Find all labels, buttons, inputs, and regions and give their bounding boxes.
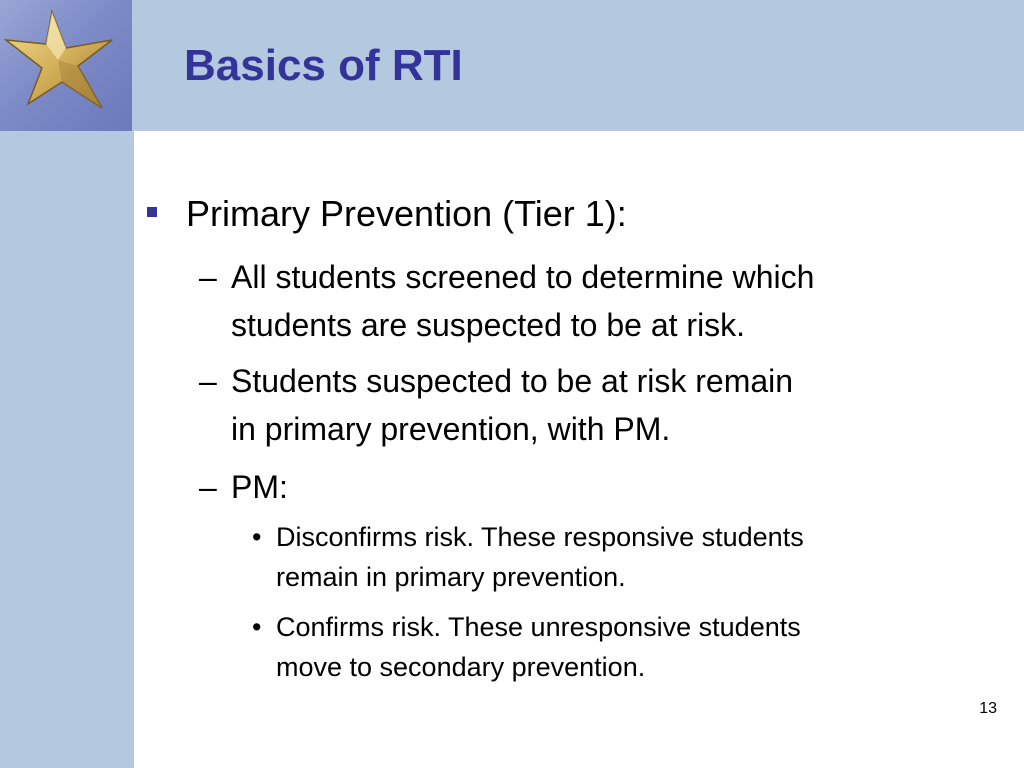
dot-marker: •	[252, 612, 262, 642]
pm-item-line: Disconfirms risk. These responsive students	[276, 522, 804, 552]
sub-item-line: PM:	[231, 469, 288, 505]
slide-title: Basics of RTI	[184, 41, 463, 90]
pm-item-line: move to secondary prevention.	[276, 652, 646, 682]
pm-item-disconfirms	[276, 517, 976, 597]
dash-marker: –	[199, 363, 217, 399]
sub-item-pm	[231, 463, 971, 511]
sub-item-line: All students screened to determine which	[231, 259, 815, 295]
sub-item-line: Students suspected to be at risk remain	[231, 363, 794, 399]
dash-marker: –	[199, 259, 217, 295]
bullet-primary-prevention: Primary Prevention (Tier 1):	[186, 193, 627, 234]
sub-item-at-risk	[231, 357, 971, 453]
square-bullet-icon	[147, 207, 157, 217]
dash-marker: –	[199, 469, 217, 505]
sub-item-line: students are suspected to be at risk.	[231, 307, 746, 343]
pm-item-line: Confirms risk. These unresponsive students	[276, 612, 801, 642]
dot-marker: •	[252, 522, 262, 552]
page-number: 13	[979, 700, 997, 717]
pm-item-line: remain in primary prevention.	[276, 562, 626, 592]
sub-item-screening	[231, 253, 971, 349]
pm-item-confirms	[276, 607, 976, 687]
sub-item-line: in primary prevention, with PM.	[231, 411, 671, 447]
